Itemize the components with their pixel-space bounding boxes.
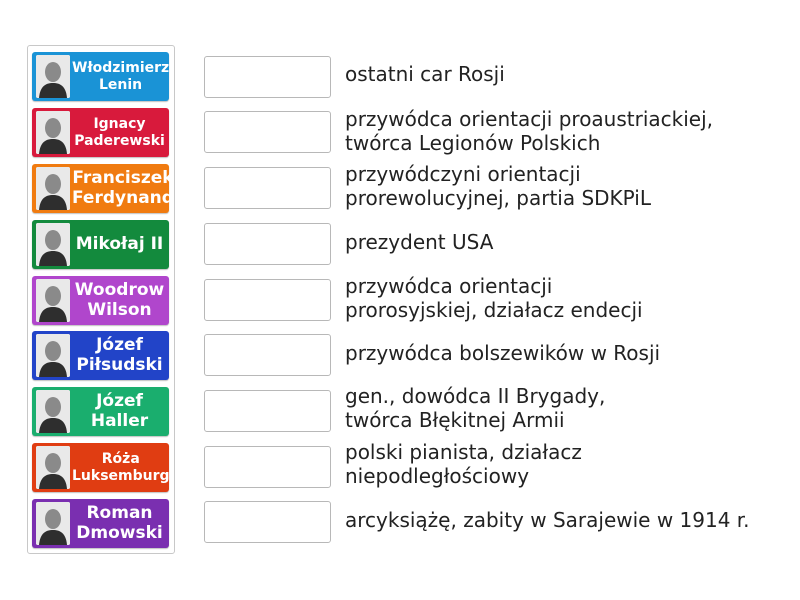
portrait-mikolaj-icon (36, 223, 70, 266)
drop-slot[interactable] (204, 56, 331, 98)
card-label: Józef Piłsudski (76, 334, 163, 375)
description-text: przywódczyni orientacji prorewolucyjnej, partia SDKPiL (345, 162, 651, 210)
drop-slot[interactable] (204, 279, 331, 321)
draggable-card[interactable] (32, 164, 174, 213)
portrait-ferdynand-icon (36, 167, 70, 210)
description-text: ostatni car Rosji (345, 62, 505, 86)
drop-slot[interactable] (204, 390, 331, 432)
drop-slot[interactable] (204, 223, 331, 265)
portrait-paderewski-icon (36, 111, 70, 154)
portrait-wilson-icon (36, 279, 70, 322)
card-label: Roman Dmowski (76, 502, 163, 543)
description-text: gen., dowódca II Brygady, twórca Błękitnej Armii (345, 384, 606, 432)
draggable-card[interactable] (32, 331, 169, 380)
description-text: przywódca bolszewików w Rosji (345, 341, 661, 365)
card-label: Józef Haller (90, 390, 149, 431)
portrait-dmowski-icon (36, 502, 70, 545)
draggable-card[interactable] (32, 220, 169, 269)
portrait-pilsudski-icon (36, 334, 70, 377)
drop-slot[interactable] (204, 167, 331, 209)
draggable-card[interactable] (32, 499, 169, 548)
description-text: prezydent USA (345, 230, 494, 254)
card-label: Mikołaj II (75, 233, 164, 254)
description-text: polski pianista, działacz niepodległościowy (345, 440, 582, 488)
description-text: przywódca orientacji proaustriackiej, twórca Legionów Polskich (345, 107, 714, 155)
portrait-luksemburg-icon (36, 446, 70, 489)
drop-slot[interactable] (204, 501, 331, 543)
drop-slot[interactable] (204, 111, 331, 153)
draggable-card[interactable] (32, 276, 169, 325)
portrait-lenin-icon (36, 55, 70, 98)
portrait-haller-icon (36, 390, 70, 433)
draggable-card[interactable] (32, 52, 169, 101)
draggable-card[interactable] (32, 387, 169, 436)
draggable-card[interactable] (32, 443, 169, 492)
card-label: Woodrow Wilson (74, 279, 165, 320)
draggable-card[interactable] (32, 108, 169, 157)
description-text: arcyksiążę, zabity w Sarajewie w 1914 r. (345, 508, 750, 532)
card-label: Róża Luksemburg (72, 451, 170, 484)
card-label: Ignacy Paderewski (74, 116, 165, 149)
description-text: przywódca orientacji prorosyjskiej, działacz endecji (345, 274, 643, 322)
drop-slot[interactable] (204, 334, 331, 376)
card-label: Włodzimierz Lenin (72, 60, 170, 93)
drop-slot[interactable] (204, 446, 331, 488)
card-label: Franciszek Ferdynand (72, 167, 174, 208)
